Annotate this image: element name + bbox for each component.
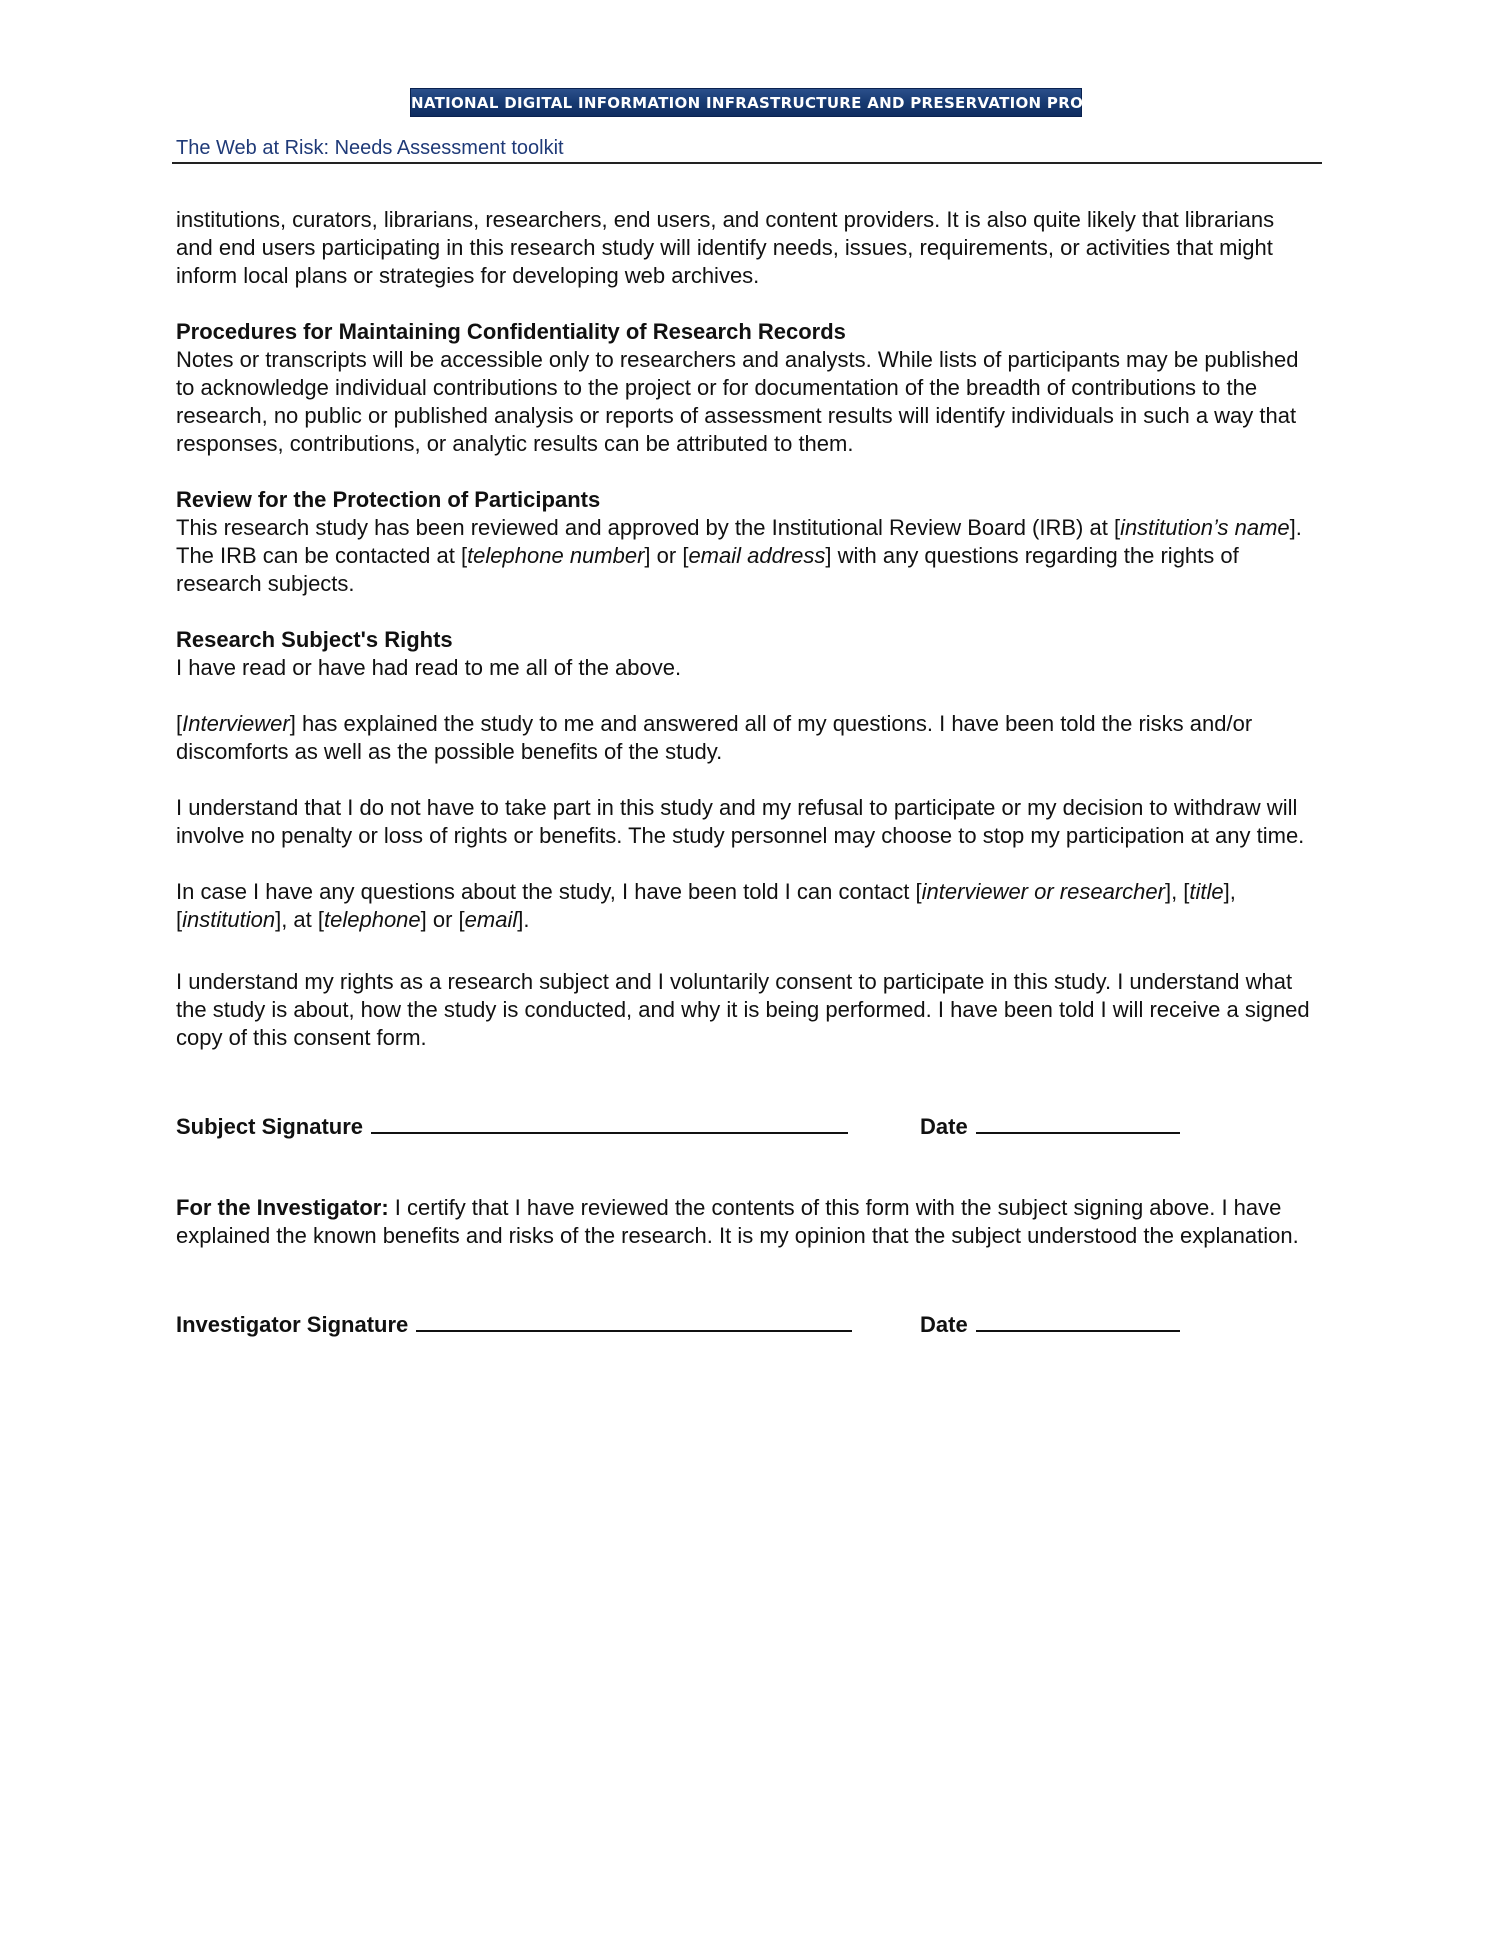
placeholder-telephone-number: telephone number: [467, 543, 645, 568]
rights-paragraph-withdraw: I understand that I do not have to take part in this study and my refusal to participate or my decision to withdraw will involve no penalty or loss of rights or benefits. The study personnel may choose to stop my participation at any time.: [176, 795, 1305, 848]
investigator-date-label: Date: [920, 1312, 968, 1337]
rights-paragraph-contact: In case I have any questions about the study, I have been told I can contact [interviewer or researcher], [title], [institution], at [telephone] or [email].: [176, 879, 1236, 932]
placeholder-interviewer: Interviewer: [182, 711, 290, 736]
review-heading: Review for the Protection of Participants: [176, 487, 601, 512]
investigator-signature-label: Investigator Signature: [176, 1312, 409, 1337]
investigator-signature-row: [176, 1308, 1316, 1336]
investigator-signature-line[interactable]: [416, 1308, 852, 1332]
placeholder-email-address: email address: [688, 543, 826, 568]
review-paragraph: This research study has been reviewed and approved by the Institutional Review Board (IRB) at [institution’s name]. The IRB can be contacted at [telephone number] or [email address] with any questions regarding the rights of research subjects.: [176, 515, 1302, 596]
subject-date-group: [920, 1110, 1180, 1141]
subject-signature-row: [176, 1110, 1316, 1138]
rights-heading: Research Subject's Rights: [176, 627, 453, 652]
investigator-date-line[interactable]: [976, 1308, 1180, 1332]
toolkit-title: The Web at Risk: Needs Assessment toolkit: [176, 137, 564, 159]
rights-paragraph-consent: I understand my rights as a research subject and I voluntarily consent to participate in this study. I understand what the study is about, how the study is conducted, and why it is being performed. I have been told I will receive a signed copy of this consent form.: [176, 969, 1310, 1050]
subject-date-label: Date: [920, 1114, 968, 1139]
investigator-statement: For the Investigator: I certify that I have reviewed the contents of this form with the subject signing above. I have explained the known benefits and risks of the research. It is my opinion that the subject understood the explanation.: [176, 1195, 1299, 1248]
document-body: [176, 206, 1316, 1336]
program-banner: NATIONAL DIGITAL INFORMATION INFRASTRUCTURE AND PRESERVATION PROGRAM: [410, 88, 1082, 117]
investigator-date-group: [920, 1308, 1180, 1339]
placeholder-institution: institution: [182, 907, 276, 932]
placeholder-institution-name: institution’s name: [1120, 515, 1290, 540]
intro-paragraph: institutions, curators, librarians, researchers, end users, and content providers. It is also quite likely that librarians and end users participating in this research study will identify needs, issues, requirements, or activities that might inform local plans or strategies for developing web archives.: [176, 207, 1275, 288]
confidentiality-paragraph: Notes or transcripts will be accessible only to researchers and analysts. While lists of participants may be published to acknowledge individual contributions to the project or for documentation of the breadth of contributions to the research, no public or published analysis or reports of assessment results will identify individuals in such a way that responses, contributions, or analytic results can be attributed to them.: [176, 347, 1299, 456]
subject-signature-label: Subject Signature: [176, 1114, 364, 1139]
investigator-statement-lead: For the Investigator:: [176, 1195, 389, 1220]
subject-date-line[interactable]: [976, 1110, 1180, 1134]
rights-paragraph-interviewer: [Interviewer] has explained the study to me and answered all of my questions. I have been told the risks and/or discomforts as well as the possible benefits of the study.: [176, 711, 1253, 764]
placeholder-interviewer-or-researcher: interviewer or researcher: [921, 879, 1165, 904]
placeholder-title: title: [1189, 879, 1224, 904]
confidentiality-heading: Procedures for Maintaining Confidentiality of Research Records: [176, 319, 846, 344]
placeholder-email: email: [464, 907, 518, 932]
placeholder-telephone: telephone: [324, 907, 421, 932]
rights-paragraph-read: I have read or have had read to me all of the above.: [176, 655, 682, 680]
header-divider: [172, 162, 1322, 164]
subject-signature-line[interactable]: [371, 1110, 848, 1134]
